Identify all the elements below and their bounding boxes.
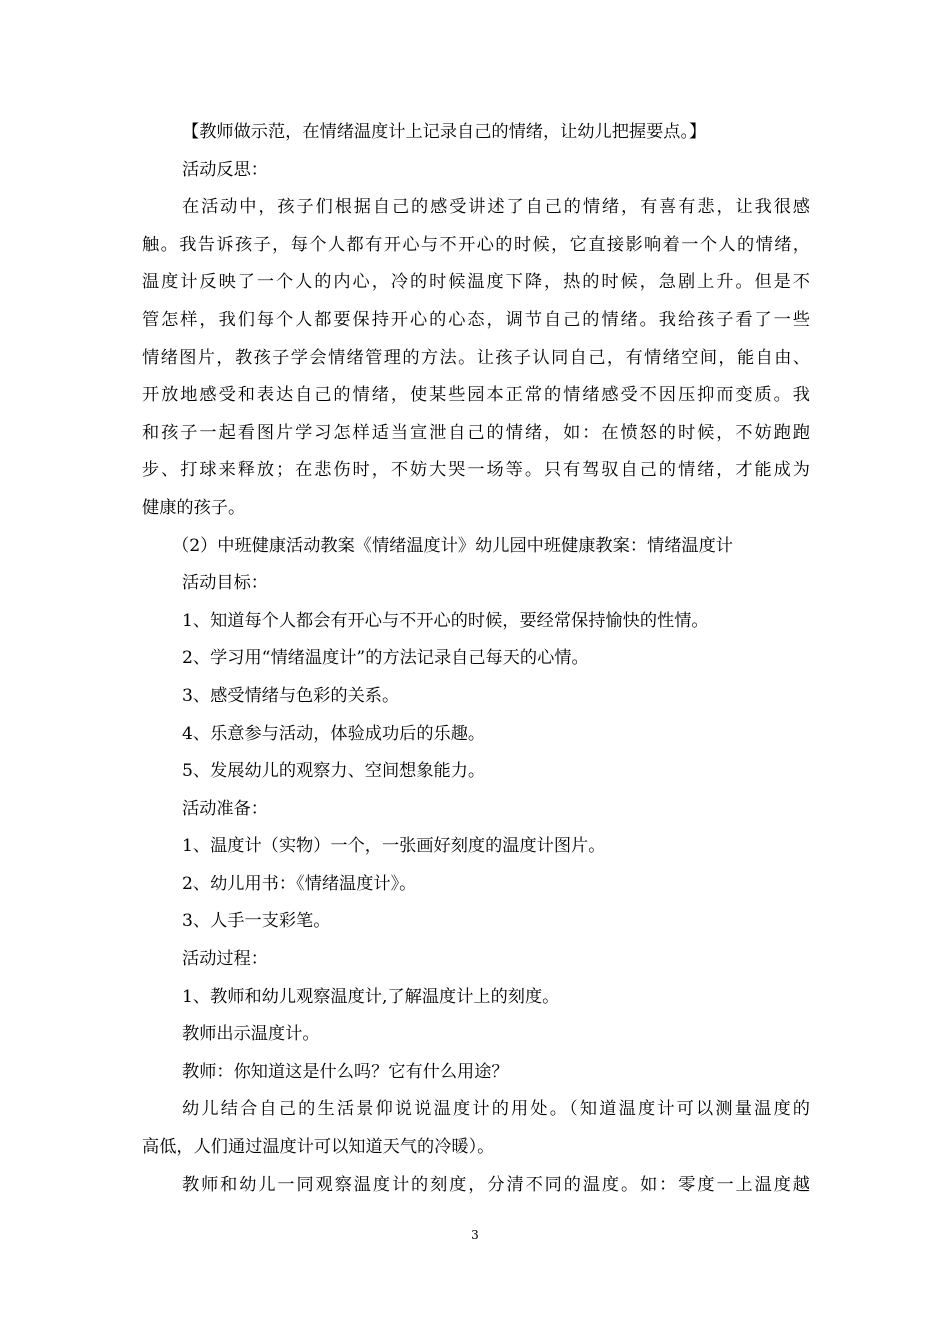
heading-activity-reflection: 活动反思： (182, 159, 268, 180)
reflection-line-3: 温度计反映了一个人的内心，冷的时候温度下降，热的时候，急剧上升。但是不 (142, 272, 810, 293)
process-line-show-thermometer: 教师出示温度计。 (182, 1024, 320, 1045)
goal-item-1: 1、知道每个人都会有开心与不开心的时候，要经常保持愉快的性情。 (182, 610, 709, 631)
heading-activity-preparation: 活动准备： (182, 798, 268, 819)
preparation-item-3: 3、人手一支彩笔。 (182, 911, 331, 932)
process-step-1: 1、教师和幼儿观察温度计,了解温度计上的刻度。 (182, 986, 560, 1007)
lesson-plan-title: （2）中班健康活动教案《情绪温度计》幼儿园中班健康教案：情绪温度计 (172, 535, 733, 556)
reflection-line-9: 健康的孩子。 (142, 497, 246, 518)
process-line-children-discuss-2: 高低，人们通过温度计可以知道天气的冷暖）。 (142, 1137, 495, 1158)
heading-activity-goals: 活动目标： (182, 573, 268, 594)
goal-item-2: 2、学习用“情绪温度计”的方法记录自己每天的心情。 (182, 648, 589, 669)
reflection-line-8: 步、打球来释放；在悲伤时，不妨大哭一场等。只有驾驭自己的情绪，才能成为 (142, 460, 810, 481)
reflection-line-7: 和孩子一起看图片学习怎样适当宣泄自己的情绪，如：在愤怒的时候，不妨跑跑 (142, 422, 810, 443)
document-body (142, 114, 810, 1204)
preparation-item-1: 1、温度计（实物）一个，一张画好刻度的温度计图片。 (182, 836, 606, 857)
goal-item-3: 3、感受情绪与色彩的关系。 (182, 685, 400, 706)
reflection-line-5: 情绪图片，教孩子学会情绪管理的方法。让孩子认同自己，有情绪空间，能自由、 (142, 347, 810, 368)
heading-activity-process: 活动过程： (182, 949, 268, 970)
goal-item-4: 4、乐意参与活动，体验成功后的乐趣。 (182, 723, 486, 744)
reflection-line-1: 在活动中，孩子们根据自己的感受讲述了自己的情绪，有喜有悲，让我很感 (182, 197, 810, 218)
process-line-observe-scale: 教师和幼儿一同观察温度计的刻度，分清不同的温度。如：零度一上温度越 (182, 1174, 810, 1195)
process-line-teacher-question: 教师：你知道这是什么吗？它有什么用途？ (182, 1061, 509, 1082)
reflection-line-4: 管怎样，我们每个人都要保持开心的心态，调节自己的情绪。我给孩子看了一些 (142, 309, 810, 330)
reflection-line-2: 触。我告诉孩子，每个人都有开心与不开心的时候，它直接影响着一个人的情绪， (142, 234, 810, 255)
process-line-children-discuss-1: 幼儿结合自己的生活景仰说说温度计的用处。（知道温度计可以测量温度的 (182, 1099, 810, 1120)
preparation-item-2: 2、幼儿用书：《情绪温度计》。 (182, 873, 417, 894)
reflection-line-6: 开放地感受和表达自己的情绪，使某些园本正常的情绪感受不因压抑而变质。我 (142, 385, 810, 406)
teacher-demo-note: 【教师做示范，在情绪温度计上记录自己的情绪，让幼儿把握要点。】 (182, 122, 707, 142)
goal-item-5: 5、发展幼儿的观察力、空间想象能力。 (182, 761, 486, 782)
page-number: 3 (471, 1228, 479, 1242)
